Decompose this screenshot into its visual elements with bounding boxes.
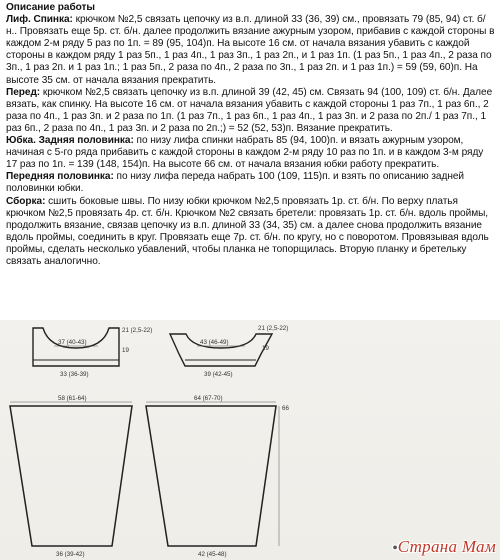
pattern-drawings — [0, 320, 500, 560]
section-text: крючком №2,5 связать цепочку из в.п. длиной 39 (42, 45) см. Связать 94 (100, 109) ст. б/н. Далее вязать, как спинку. На высоте 16 см. от начала вязания убавить с каждой стороны 1 раз 7п., 1 раз 6п., 2 раза по 4п., 1 раз 3п. и 2 раза по 1п. (1 раз 7п., 1 раз 6п., 1 раз 4п., 1 раз 3п. и 2 раза по 2п./ 1 раз 7п., 1 раз 6п., 2 раза по 4п., 1 раз 3п. и 2 раза по 2п.;) = 52 (52, 53)п. Вязание прекратить. — [6, 86, 493, 134]
section-label: Перед: — [6, 86, 41, 98]
section-text: сшить боковые швы. По низу юбки крючком №2,5 провязать 1р. ст. б/н. По верху платья крючком №2,5 провязать 4р. ст. б/н. Крючком №2 связать бретели: провязать 1р. ст. б/н. вдоль проймы, продолжить вязание, связав цепочку из в.п. длиной 33 (34, 35) см. а далее снова продолжить вязание вдоль проймы, соединить в круг. Провязать еще 7р. ст. б/н. по кругу, но с поворотом. Провязывая вдоль проймы, сделать несколько убавлений, чтобы планка не топорщилась. Вторую планку и бретельку связать аналогично. — [6, 195, 489, 267]
back-skirt-piece — [10, 395, 132, 558]
pattern-scheme — [0, 320, 500, 560]
section-label: Передняя половинка: — [6, 171, 114, 183]
section-label: Юбка. Задняя половинка: — [6, 135, 134, 147]
front-bodice-side-label: 21 (2,5-22) — [258, 325, 289, 332]
watermark-text: Страна Мам — [397, 537, 496, 556]
front-bodice-top-label: 43 (46-49) — [200, 339, 229, 346]
document-title: Описание работы — [6, 2, 95, 13]
back-bodice-piece — [33, 327, 152, 378]
front-skirt-top-label: 64 (67-70) — [194, 395, 223, 402]
section-text: крючком №2,5 связать цепочку из в.п. длиной 33 (36, 39) см., провязать 79 (85, 94) ст. б/н.. Провязать еще 5р. ст. б/н. далее продолжить вязание ажурным узором, прибавив с каждой стороны в каждом 2-м ряду 5 раз по 1п. = 89 (95, 104)п. На высоте 16 см. от начала вязания убавить с каждой стороны в каждом ряду 1 раз 5п., 1 раз 4п., 1 раз 3п., 1 раз 2п., и 1 раз 1п. (1 раз 5п., 1 раз 4п., 2 раза по 3п., 1 раз 2п. и 1 раз 1п.; 1 раз 5п., 2 раза по 4п., 2 раза по 3п., 1 раз 2п. и 1 раз 1п.) = 59 (59, 60)п. На высоте 35 см. от начала вязания прекратить. — [6, 14, 495, 86]
section-front-skirt — [6, 171, 496, 195]
front-bodice-height-label: 19 — [262, 345, 269, 352]
section-back-skirt — [6, 135, 496, 171]
front-bodice-piece — [170, 325, 288, 378]
front-skirt-piece — [146, 395, 289, 558]
back-skirt-bottom-label: 36 (39-42) — [56, 551, 85, 558]
section-assembly — [6, 196, 496, 269]
front-skirt-bottom-label: 42 (45-48) — [198, 551, 227, 558]
back-bodice-side-label: 21 (2,5-22) — [122, 327, 153, 334]
section-text: по низу лифа переда набрать 100 (109, 115)п. и взять по описанию задней половинки юбки. — [6, 171, 465, 195]
front-bodice-bottom-label: 39 (42-45) — [204, 371, 233, 378]
back-skirt-top-label: 58 (61-64) — [58, 395, 87, 402]
section-front-bodice — [6, 87, 496, 135]
skirt-height-label: 66 — [282, 405, 289, 412]
back-bodice-top-label: 37 (40-43) — [58, 339, 87, 346]
back-bodice-bottom-label: 33 (36-39) — [60, 371, 89, 378]
site-watermark — [392, 537, 496, 557]
section-back-bodice — [6, 14, 496, 87]
watermark-dot: • — [392, 541, 398, 556]
pattern-description — [6, 2, 496, 268]
section-label: Лиф. Спинка: — [6, 14, 73, 26]
back-bodice-height-label: 19 — [122, 347, 129, 354]
section-label: Сборка: — [6, 195, 46, 207]
section-text: по низу лифа спинки набрать 85 (94, 100)п. и вязать ажурным узором, начиная с 5-го ряда прибавить с каждой стороны в каждом 2-м ряду 10 раз по 1п. и в каждом 3-м ряду 17 раз по 1п. = 139 (148, 154)п. На высоте 66 см. от начала вязания юбки работу прекратить. — [6, 135, 484, 171]
